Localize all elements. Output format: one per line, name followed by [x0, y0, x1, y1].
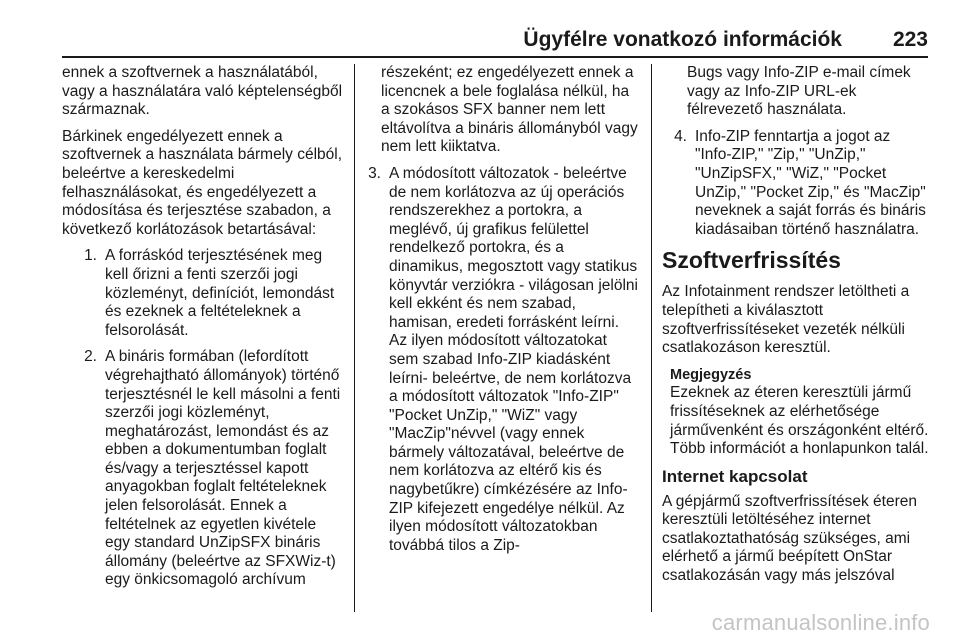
list-item — [62, 247, 344, 340]
note-text: Ezeknek az éteren keresztüli jármű frissítéseknek az elérhetősége járművenként és országonként eltérő. Több információt a honlapunkon talál. — [670, 384, 929, 458]
list-number: 2. — [84, 348, 97, 366]
paragraph: Az Infotainment rendszer letöltheti a telepítheti a kiválasztott szoftverfrissítéseket vezeték nélküli csatlakozáson keresztül. — [662, 283, 910, 357]
section-title: Szoftverfrissítés — [662, 247, 841, 274]
page-title: Ügyfélre vonatkozó információk — [523, 28, 842, 51]
page-number: 223 — [892, 28, 928, 51]
column-2 — [366, 64, 638, 563]
list-number: 4. — [674, 127, 687, 145]
header-rule — [62, 56, 928, 58]
paragraph: ennek a szoftvernek a használatából, vagy a használatára való képtelenségből származnak. — [62, 64, 343, 119]
list-number: 3. — [368, 164, 381, 182]
list-continuation: részeként; ez engedélyezett ennek a licencnek a bele foglalása nélkül, ha a szokásos SFX banner nem lett eltávolítva a bináris állományból vagy nem lett kiiktatva. — [381, 64, 638, 156]
column-1 — [62, 64, 344, 598]
paragraph: Bárkinek engedélyezett ennek a szoftvernek a használata bármely célból, beleértve a kereskedelmi felhasználásokat, és engedélyezett a módosítása és terjesztése szabadon, a következő korlátozások betartásával: — [62, 127, 343, 238]
column-divider-2 — [651, 64, 652, 612]
list-number: 1. — [84, 247, 97, 265]
paragraph: A gépjármű szoftverfrissítések éteren keresztüli letöltéséhez internet csatlakoztathatóság szükséges, ami elérhető a jármű beépített OnStar csatlakozásán vagy más jelszóval — [662, 492, 918, 585]
page-header — [62, 22, 928, 58]
subsection-title: Internet kapcsolat — [662, 466, 808, 486]
list-item — [366, 165, 638, 555]
list-text: A módosított változatok - beleértve de nem korlátozva az új operációs rendszerekhez a portokra, a meglévő, új grafikus felülettel rendelkező portokra, és a dinamikus, megosztott vagy statikus könyvtár verziókra - világosan jelölni kell ekként és nem szabad, hamisan, eredeti forrásként leírni. Az ilyen módosított változatokat sem szabad Info-ZIP kiadásként leírni- beleértve, de nem korlátozva a módosított változatok "Info-ZIP" "Pocket UnZip," "WiZ" vagy "MacZip"névvel (vagy ennek bármely változatával, beleértve de nem korlátozva az eltérő kis és nagybetűkre) címkézésére az Info-ZIP kifejezett engedélye nélkül. Az ilyen módosított változatokban továbbá tilos a Zip- — [389, 164, 638, 554]
list-continuation: Bugs vagy Info-ZIP e-mail címek vagy az Info-ZIP URL-ek félrevezető használata. — [687, 64, 911, 119]
note-title: Megjegyzés — [670, 366, 752, 383]
watermark: carmanualsonline.info — [711, 610, 930, 635]
column-divider-1 — [354, 64, 355, 612]
list-text: A bináris formában (lefordított végrehajtható állományok) történő terjesztésnél le kell másolni a fenti szerzői jogi közleményt, meghatározást, lemondást és az ebben a dokumentumban foglalt és/vagy a terjesztéssel kapott anyagokban foglalt feltételeknek jelen felsorolását. Ennek a feltételnek az egyetlen kivétele egy standard UnZipSFX bináris állomány (beleértve az SFXWiz-t) egy önkicsomagoló archívum — [105, 348, 341, 589]
list-item — [662, 128, 930, 240]
note-box — [670, 366, 930, 459]
column-3 — [662, 64, 930, 594]
list-item — [62, 348, 344, 590]
list-text: A forráskód terjesztésének meg kell őrizni a fenti szerzői jogi közleményt, definíciót, lemondást és ezeknek a feltételeknek a felsorolását. — [105, 247, 335, 339]
list-text: Info-ZIP fenntartja a jogot az "Info-ZIP," "Zip," "UnZip," "UnZipSFX," "WiZ," "Pocket UnZip," "Pocket Zip," és "MacZip" neveknek a saját forrás és bináris kiadásaiban történő használatra. — [695, 127, 926, 238]
